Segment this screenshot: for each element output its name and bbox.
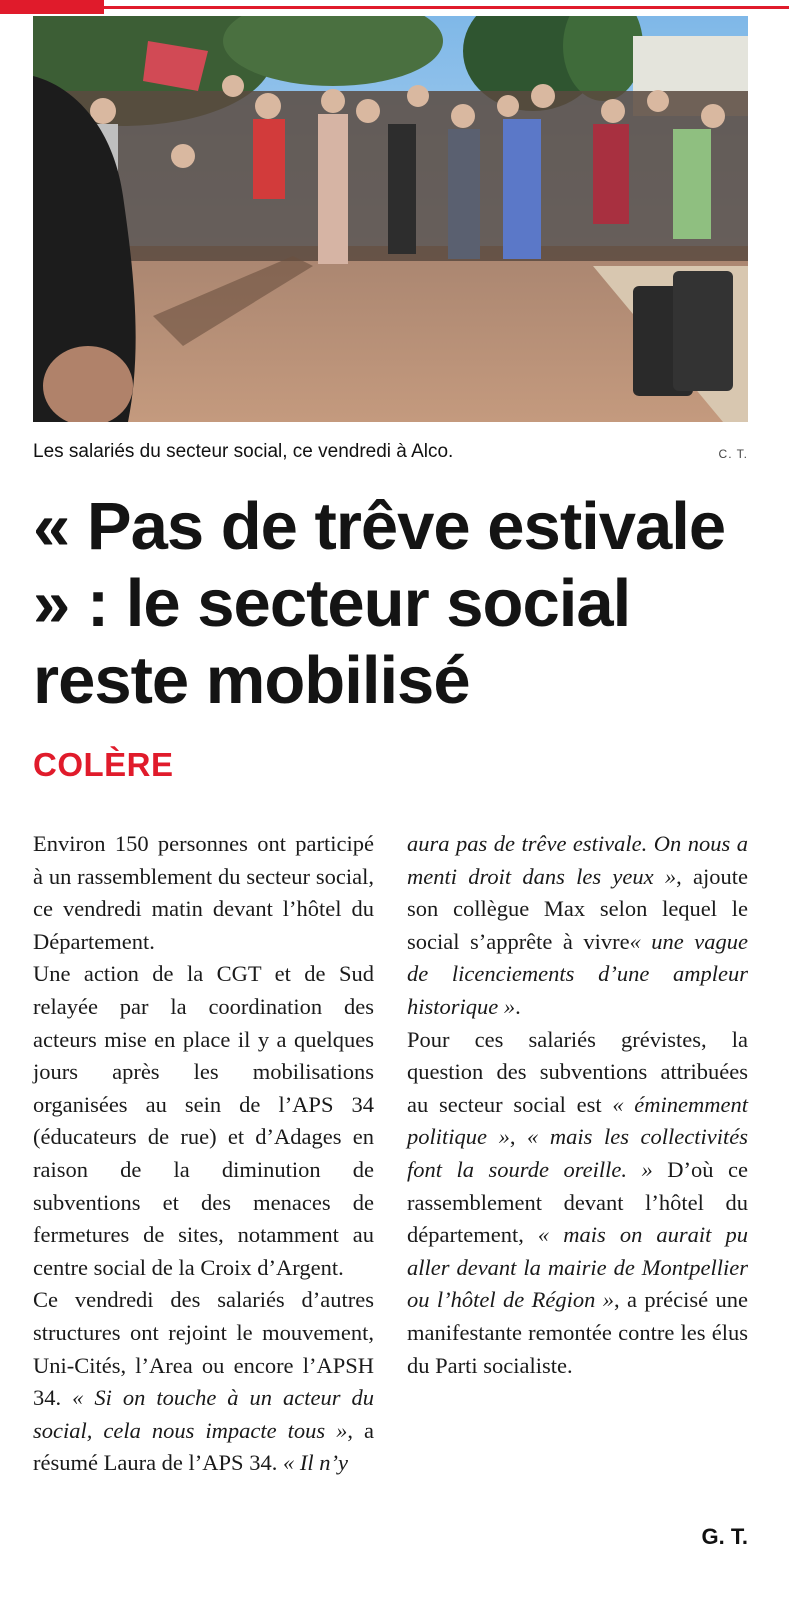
paragraph-1: Environ 150 personnes ont participé à un rassemblement du secteur social, ce vendredi matin devant l’hôtel du Département.: [33, 831, 374, 954]
paragraph-4: [407, 1024, 748, 1383]
photo-caption: Les salariés du secteur social, ce vendredi à Alco.: [33, 441, 454, 462]
paragraph-3: [33, 1284, 374, 1480]
text-run: .: [515, 993, 521, 1019]
quote: aura pas de trêve estivale. On nous a menti droit dans les yeux »: [407, 831, 748, 889]
article-column-left: [33, 828, 374, 1480]
author-signature: G. T.: [701, 1524, 748, 1549]
text-run: ,: [509, 1124, 528, 1150]
section-marker: [0, 0, 104, 14]
quote: « une vague de licenciements d’une ampleur historique »: [407, 928, 748, 1019]
text-run: Pour ces salariés grévistes, la question des subventions attribuées au secteur social est: [407, 1026, 748, 1117]
text-run: D’où ce rassemblement devant l’hôtel du département,: [407, 1156, 748, 1248]
paragraph-2: Une action de la CGT et de Sud relayée par la coordination des acteurs mise en place il y a quelques jours après les mobilisations organisées au sein de l’APS 34 (éducateurs de rue) et d’Adages en raison de la diminution de subventions et des menaces de fermetures de sites, notamment au centre social de la Croix d’Argent.: [33, 961, 374, 1280]
section-top-bar: [0, 0, 789, 16]
text-run: , a précisé une manifestante remontée contre les élus du Parti socialiste.: [407, 1287, 748, 1378]
paragraph-3-continued: [407, 828, 748, 1024]
crowd-photo-illustration: [33, 16, 748, 422]
photo-credit: C. T.: [718, 447, 748, 461]
section-kicker: COLÈRE: [33, 746, 174, 783]
text-run: , ajoute son collègue Max selon lequel le social s’apprête à vivre: [407, 863, 748, 954]
quote: « mais on aurait pu aller devant la mairie de Montpellier ou l’hôtel de Région »: [407, 1222, 748, 1313]
quote: « Il n’y: [282, 1450, 348, 1476]
article-photo: [33, 16, 748, 422]
article-column-right: [407, 828, 748, 1382]
quote: « Si on touche à un acteur du social, cela nous impacte tous »: [33, 1385, 374, 1443]
text-run: Ce vendredi des salariés d’autres structures ont rejoint le mouvement, Uni-Cités, l’Area ou encore l’APSH 34.: [33, 1287, 374, 1411]
article-headline: « Pas de trêve estivale » : le secteur social reste mobilisé: [33, 489, 726, 718]
top-rule: [104, 6, 789, 9]
quote: « mais les collectivités font la sourde oreille. »: [407, 1124, 748, 1182]
quote: « éminemment politique »: [407, 1091, 748, 1150]
text-run: , a résumé Laura de l’APS 34.: [33, 1417, 374, 1476]
